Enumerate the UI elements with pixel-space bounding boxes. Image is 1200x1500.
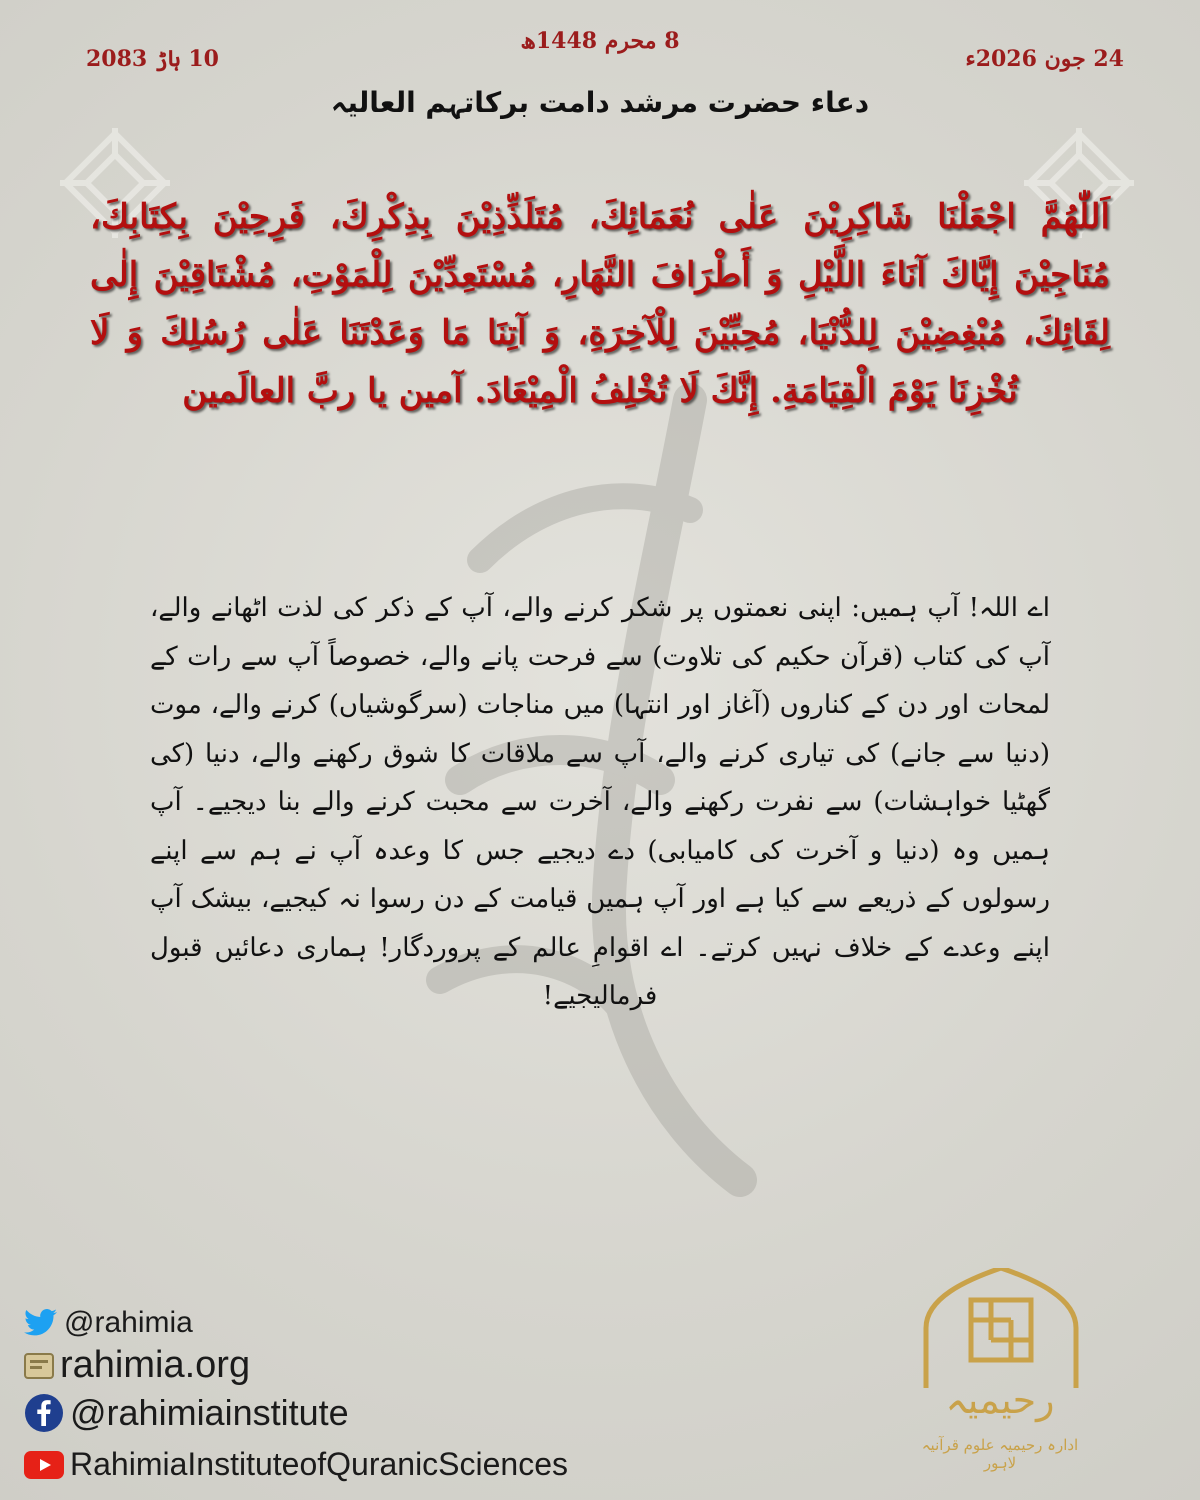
urdu-translation-text: اے اللہ! آپ ہمیں: اپنی نعمتوں پر شکر کرنے والے، آپ کے ذکر کی لذت اٹھانے والے، آپ کی کتاب (قرآن حکیم کی تلاوت) سے فرحت پانے والے، خصوصاً آپ سے رات کے لمحات اور دن کے کناروں (آغاز اور انتہا) میں مناجات (سرگوشیاں) کرنے والے، موت (دنیا سے جانے) کی تیاری کرنے والے، آپ سے ملاقات کا شوق رکھنے والے، دنیا (کی گھٹیا خواہشات) سے نفرت رکھنے والے، آخرت سے محبت کرنے والے بنا دیجیے۔ آپ ہمیں وہ (دنیا و آخرت کی کامیابی) دے دیجیے جس کا وعدہ آپ نے ہم سے اپنے رسولوں کے ذریعے سے کیا ہے اور آپ ہمیں قیامت کے دن رسوا نہ کیجیے، بیشک آپ اپنے وعدے کے خلاف نہیں کرتے۔ اے اقوامِ عالم کے پروردگار! ہماری دعائیں قبول فرمالیجیے! bbox=[150, 593, 1050, 1011]
youtube-channel: RahimiaInstituteofQuranicSciences bbox=[70, 1446, 569, 1482]
twitter-link[interactable] bbox=[24, 1306, 193, 1340]
twitter-handle: @rahimia bbox=[64, 1306, 193, 1339]
date-desi: 10 ہاڑ 2083 bbox=[86, 46, 219, 72]
youtube-link[interactable] bbox=[24, 1446, 568, 1483]
brand-subtitle: ادارہ رحیمیہ علوم قرآنیہ لاہور bbox=[921, 1436, 1079, 1472]
date-hijri: 8 محرم 1448ھ bbox=[520, 28, 680, 54]
facebook-link[interactable] bbox=[24, 1392, 349, 1434]
facebook-handle: @rahimiainstitute bbox=[70, 1392, 349, 1433]
rahimia-logo bbox=[916, 1268, 1086, 1388]
arabic-dua-text: اَللّٰھُمَّ اجْعَلْنَا شَاکِرِیْنَ عَلٰی نُعَمَائِكَ، مُتَلَذِّذِیْنَ بِذِکْرِكَ، فَرِحِیْنَ بِکِتَابِكَ، مُنَاجِیْنَ إِیَّاكَ آنَاءَ اللَّیْلِ وَ أَطْرَافَ النَّھَارِ، مُسْتَعِدِّیْنَ لِلْمَوْتِ، مُشْتَاقِیْنَ إِلٰی لِقَائِكَ، مُبْغِضِیْنَ لِلدُّنْیَا، مُحِبِّیْنَ لِلْآخِرَةِ، وَ آتِنَا مَا وَعَدْتَنَا عَلٰی رُسُلِكَ وَ لَا تُخْزِنَا یَوْمَ الْقِیَامَةِ. إِنَّكَ لَا تُخْلِفُ الْمِیْعَادَ. آمین یا ربَّ العالَمین bbox=[90, 197, 1110, 411]
youtube-icon bbox=[24, 1451, 64, 1479]
web-icon bbox=[24, 1353, 54, 1379]
facebook-icon bbox=[24, 1393, 64, 1433]
brand-name: رحیمیہ bbox=[945, 1378, 1055, 1422]
date-gregorian: 24 جون 2026ء bbox=[965, 46, 1124, 72]
page-title: دعاء حضرت مرشد دامت برکاتہم العالیہ bbox=[330, 86, 870, 119]
website-url: rahimia.org bbox=[60, 1344, 251, 1386]
website-link[interactable] bbox=[24, 1344, 250, 1387]
twitter-icon bbox=[24, 1309, 58, 1337]
